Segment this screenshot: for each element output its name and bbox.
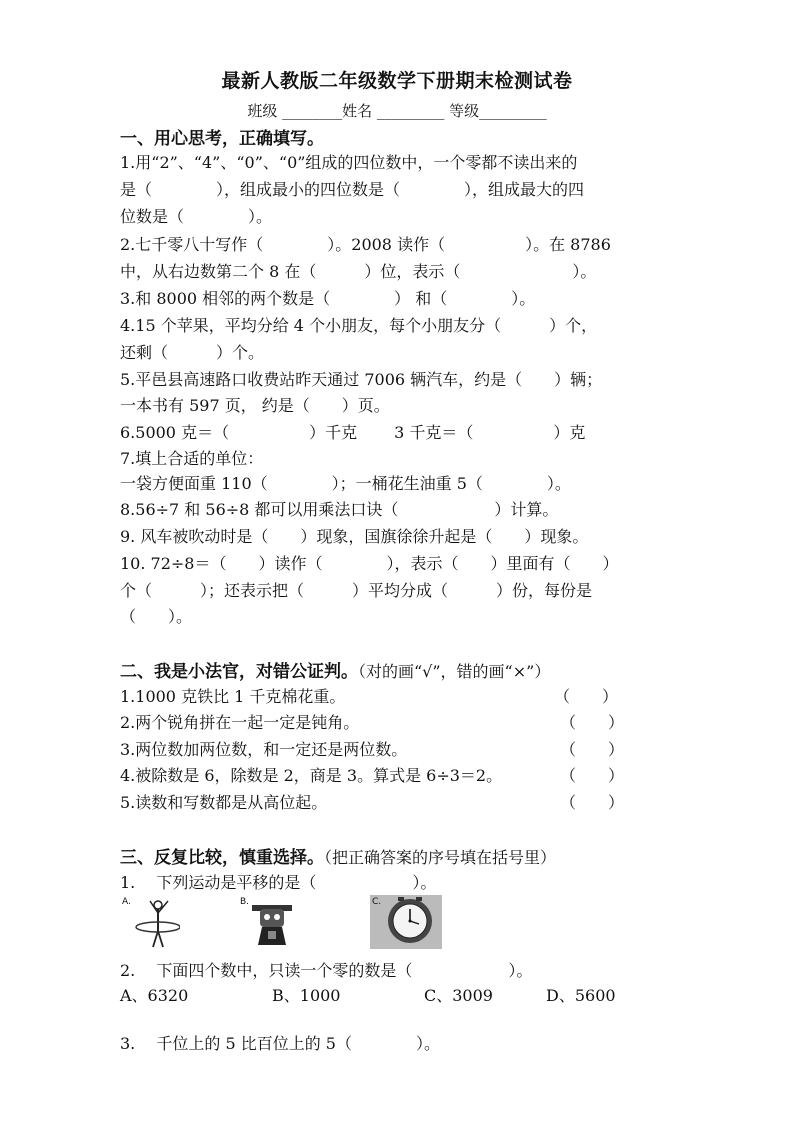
section-2-note: （对的画“√”，错的画“×”） [358,662,551,681]
s1-line: 一袋方便面重 110（ ）；一桶花生油重 5（ ）。 [120,474,571,493]
judge-item [120,710,640,733]
s1-line: 6.5000 克＝（ ）千克 3 千克＝（ ）克 [120,423,586,442]
s1-line: 1.用“2”、“4”、“0”、“0”组成的四位数中，一个零都不读出来的 [120,153,578,172]
option-b-picture[interactable] [238,895,308,949]
s1-line: 9. 风车被吹动时是（ ）现象，国旗徐徐升起是（ ）现象。 [120,527,589,546]
option-c-label: C. [372,897,382,907]
student-info-line: 班级 ________姓名 _________ 等级_________ [247,102,547,120]
section-2-title: 二、我是小法官，对错公证判。 [120,662,358,682]
judge-item-text: 4.被除数是 6，除数是 2，商是 3。算式是 6÷3＝2。 [120,766,503,785]
s1-line: 7.填上合适的单位： [120,449,264,468]
s1-line: 个（ ）；还表示把（ ）平均分成（ ）份，每份是 [120,581,593,600]
option-d[interactable]: D、5600 [546,986,616,1005]
answer-blank[interactable]: （ ） [559,713,624,732]
answer-blank[interactable]: （ ） [559,740,624,759]
s1-line: （ ）。 [120,607,193,626]
s1-line: 还剩（ ）个。 [120,343,265,362]
judge-item-text: 2.两个锐角拼在一起一定是钝角。 [120,713,360,732]
answer-blank[interactable]: （ ） [553,687,618,706]
judge-item [120,684,640,707]
option-c-picture[interactable] [370,895,442,949]
judge-item [120,763,640,786]
option-a[interactable]: A、6320 [120,986,189,1005]
s1-line: 位数是（ ）。 [120,207,273,226]
s1-line: 是（ ），组成最小的四位数是（ ），组成最大的四 [120,180,585,199]
section-3-note: （把正确答案的序号填在括号里） [324,848,557,867]
exam-title: 最新人教版二年级数学下册期末检测试卷 [221,70,573,92]
judge-item [120,737,640,760]
section-3-title: 三、反复比较，慎重选择。 [120,848,324,868]
judge-item-text: 5.读数和写数都是从高位起。 [120,793,328,812]
answer-blank[interactable]: （ ） [559,766,624,785]
section-2-heading [120,657,550,682]
section-1-heading: 一、用心思考，正确填写。 [120,129,324,149]
answer-blank[interactable]: （ ） [559,793,624,812]
s1-line: 一本书有 597 页， 约是（ ）页。 [120,396,390,415]
choice-question-3: 3. 千位上的 5 比百位上的 5（ ）。 [120,1034,440,1053]
motion-pictures [120,895,450,951]
s1-line: 中，从右边数第二个 8 在（ ）位，表示（ ）。 [120,262,597,281]
choice-question-2: 2. 下面四个数中，只读一个零的数是（ ）。 [120,961,533,980]
s1-line: 8.56÷7 和 56÷8 都可以用乘法口诀（ ）计算。 [120,500,559,519]
section-3-heading [120,843,556,868]
option-b-label: B. [240,897,250,907]
option-b[interactable]: B、1000 [272,986,341,1005]
s1-line: 3.和 8000 相邻的两个数是（ ） 和（ ）。 [120,289,536,308]
s1-line: 10. 72÷8＝（ ）读作（ ），表示（ ）里面有（ ） [120,554,619,573]
s1-line: 5.平邑县高速路口收费站昨天通过 7006 辆汽车，约是（ ）辆； [120,370,603,389]
s1-line: 4.15 个苹果，平均分给 4 个小朋友，每个小朋友分（ ）个， [120,316,598,335]
s1-line: 2.七千零八十写作（ ）。2008 读作（ ）。在 8786 [120,235,611,254]
option-a-picture[interactable] [120,895,180,949]
option-a-label: A. [122,897,131,907]
judge-item-text: 1.1000 克铁比 1 千克棉花重。 [120,687,346,706]
option-c[interactable]: C、3009 [424,986,493,1005]
judge-item [120,790,640,813]
judge-item-text: 3.两位数加两位数，和一定还是两位数。 [120,740,408,759]
choice-question-1: 1. 下列运动是平移的是（ ）。 [120,873,437,892]
